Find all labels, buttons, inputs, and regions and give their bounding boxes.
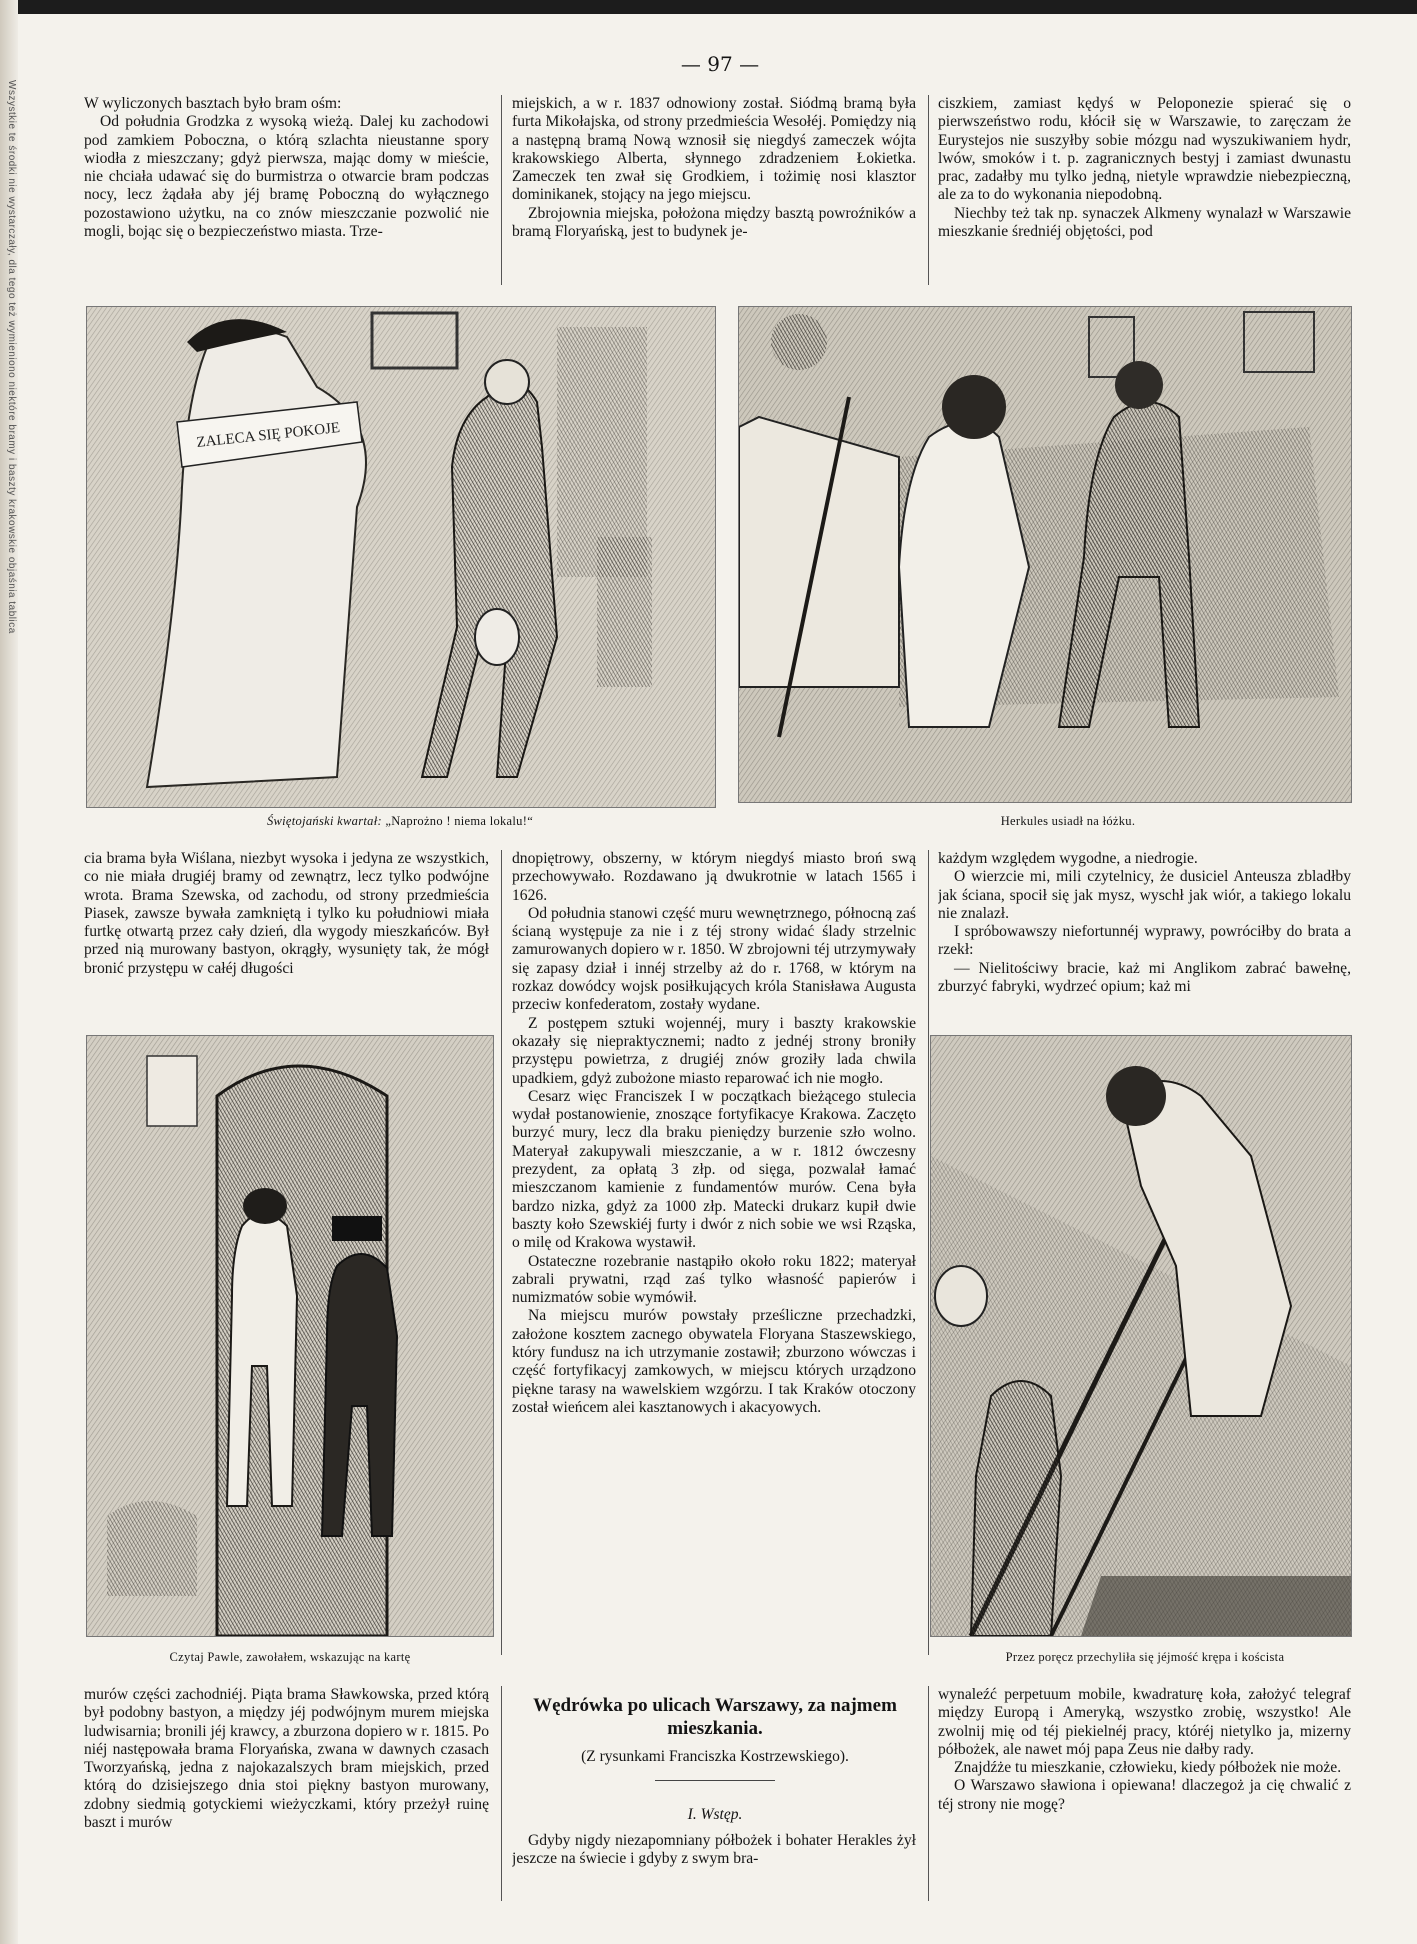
column-divider [501, 95, 502, 285]
column-divider [928, 95, 929, 285]
basket [107, 1501, 197, 1596]
paragraph: każdym względem wygodne, a niedrogie. [938, 850, 1198, 867]
paragraph: Znajdźże tu mieszkanie, człowieku, kiedy półbożek nie może. [954, 1759, 1342, 1777]
top-hat-icon [332, 1216, 382, 1241]
paragraph: miejskich, a w r. 1837 odnowiony został. Siódmą bramą była furta Mikołajska, od strony przedmieścia Wesołéj. Pomiędzy nią a następną bramą Nową wznosił się niegdyś zameczek wójta krakowskiego Alberta, słynnego zdradzeniem Łokietka. Zameczek ten zwał się Grodkiem, i tożimię nosi klasztor dominikanek, stojący na jego miejscu. [512, 95, 916, 204]
column-divider [501, 850, 502, 1655]
stair-steps [1081, 1576, 1351, 1636]
caption-fig1 [250, 814, 550, 829]
column-top-middle [512, 95, 916, 290]
bleed-through-text: Wszystkie te środki nie wystarczały, dla tego też wymieniono niektóre bramy i baszty krakowskie objaśnia tablica [6, 80, 17, 634]
scan-top-edge [0, 0, 1417, 14]
engraving-swietojanski-art [87, 307, 715, 807]
paragraph: Na miejscu murów powstały prześliczne przechadzki, założone kosztem zacnego obywatela Floryana Staszewskiego, który fundusz na ich utrzymanie zostawił; zburzono wówczas i część fortyfikacyj zamkowych, w miejscu których urządzono piękne tarasy na wawelskiem wzgórzu. I tak Kraków otoczony został wieńcem alei kasztanowych i akacyowych. [512, 1307, 916, 1416]
paragraph: O wierzcie mi, mili czytelnicy, że dusiciel Anteusza zbladłby jak ściana, spocił się jak mysz, wyschł jak wiór, a takiego lokalu nie znalazł. [938, 868, 1351, 922]
paragraph: W wyliczonych basztach było bram ośm: [84, 95, 342, 112]
landlady-head [1106, 1066, 1166, 1126]
paragraph: Od południa Grodzka z wysoką wieżą. Dalej ku zachodowi pod zamkiem Poboczna, o którą szlachta nieustanne spory wiodła z mieszczany; gdyż pierwsza, mając domy w mieście, nie chciała udawać się do burmistrza o otwarcie bram podczas nocy, lecz żądała aby jéj bramę Poboczną do wyłącznego pozostawiono użytku, na co znów mieszczanie pozwolić nie mogli, bojąc się o bezpieczeństwo miasta. Trze- [84, 113, 489, 241]
article-subtitle: (Z rysunkami Franciszka Kostrzewskiego). [581, 1748, 849, 1765]
title-rule [655, 1780, 775, 1781]
paragraph: Z postępem sztuki wojennéj, mury i baszty krakowskie okazały się niepraktycznemi; nadto z jednéj strony broniły przystępu powietrza, z drugiéj znów groziły lada chwila upadkiem, gdyż zubożone miasto reparować ich nie mogło. [512, 1014, 916, 1087]
paragraph: Cesarz więc Franciszek I w początkach bieżącego stulecia wydał postanowienie, znoszące fortyfikacye Krakowa. Zaczęto burzyć mury, lecz dla braku pieniędzy burzenie szło wolno. Materyał zakupywali mieszczanie, a w r. 1812 ówczesny prezydent, za opłatą 3 złp. od sięga, pozwalał łamać mieszczanom kamienie z fundamentów murów. Cena była bardzo nizka, gdyż za 1000 złp. Matecki drukarz kupił dwie baszty koło Szewskiéj furty i dwór z nich sobie we wsi Rząska, o milę od Krakowa wystawił. [512, 1087, 916, 1252]
paragraph: wynaleźć perpetuum mobile, kwadraturę koła, założyć telegraf między Europą i Ameryką, wszystko zrobię, wszystko! Ale zwolnij mię od téj piekielnéj pracy, któréj nietylko ja, mizerny półbożek, ale nawet mój papa Zeus nie dałby rady. [938, 1686, 1351, 1758]
column-divider [928, 1686, 929, 1901]
paragraph: Niechby też tak np. synaczek Alkmeny wynalazł w Warszawie mieszkanie średniéj objętości, pod [938, 204, 1351, 241]
column-divider [928, 850, 929, 1655]
paragraph: cia brama była Wiślana, niezbyt wysoka i jedyna ze wszystkich, co nie miała drugiéj bramy od zewnątrz, lecz tylko podwójne wrota. Brama Szewska, od zachodu, od strony przedmieścia Piasek, zawsze bywała zamkniętą i tylko ku południowi miała furtkę otwartą przez cały dzień, dla wygody mieszkańców. Był przed nią murowany bastyon, okrągły, wysunięty tak, że mógł bronić przystępu w całéj długości [84, 850, 489, 977]
wall-hat-icon [771, 314, 827, 370]
rental-sign-text: ZALECA SIĘ POKOJE [195, 419, 341, 451]
paragraph: Ostateczne rozebranie nastąpiło około roku 1822; materyał zabrali prywatni, rząd zaś tylko własność papierów i numizmatów sobie wymówił. [512, 1252, 916, 1307]
paragraph: — Nielitościwy bracie, każ mi Anglikom zabrać bawełnę, zburzyć fabryki, wydrzeć opium; każ mi [938, 959, 1351, 996]
engraving-doorway-art [87, 1036, 493, 1636]
posted-notice [147, 1056, 197, 1126]
paragraph: Od południa stanowi część muru wewnętrznego, północną zaś ścianą występuje za nie i z téj strony widać ślady strzelnic zamurowanych dopiero w r. 1850. W zbrojowni téj utrzymywały się zapasy dział i innéj strzelby aż do r. 1768, w którym na rozkaz dowódcy wojsk posiłkujących króla Stanisława Augusta przeciw konfederatom, zostały wydane. [512, 904, 916, 1014]
caption-fig3: Czytaj Pawle, zawołałem, wskazując na kartę [169, 1650, 411, 1664]
article-title: Wędrówka po ulicach Warszawy, za najmem mieszkania. [533, 1695, 897, 1739]
raised-hat-icon [935, 1266, 987, 1326]
paragraph: Gdyby nigdy niezapomniany półbożek i bohater Herakles żył jeszcze na świecie i gdyby z swym bra- [512, 1832, 916, 1868]
column-top-left [84, 95, 489, 290]
engraving-staircase [930, 1035, 1352, 1637]
column-divider [501, 1686, 502, 1901]
paragraph: Zbrojownia miejska, położona między basztą powroźników a bramą Floryańską, jest to budynek je- [512, 204, 916, 241]
column-top-right [938, 95, 1351, 290]
herkules-head [942, 375, 1006, 439]
hat-icon [243, 1188, 287, 1224]
paragraph: dnopiętrowy, obszerny, w którym niegdyś miasto broń swą przechowywało. Rozdawano ją dwukrotnie w latach 1565 i 1626. [512, 850, 916, 904]
column-bottom-left [84, 1686, 489, 1901]
column-bottom-right [938, 1686, 1351, 1901]
engraving-staircase-art [931, 1036, 1351, 1636]
engraving-herkules-art [739, 307, 1351, 802]
paragraph: O Warszawo sławiona i opiewana! dlaczegoż ja cię chwalić z téj strony nie mogę? [938, 1777, 1351, 1813]
paragraph: murów części zachodniéj. Piąta brama Sławkowska, przed którą był podobny bastyon, a między jéj podwójnym murem miejska ludwisarnia; bronili jéj krawcy, a zburzona dopiero w r. 1815. Po niéj następowała brama Floryańska, zwana w dawnych czasach Tworzyańską, jedna z najokazalszych bram miejskich, przed którą do dzisiejszego dnia stoi piękny bastyon murowany, zdobny siedmią gotyckiemi wieżyczkami, który przeżył ruinę baszt i murów [84, 1686, 489, 1832]
column-bottom-middle [512, 1832, 916, 1902]
page-number: — 97 — [680, 52, 760, 76]
column-mid-left [84, 850, 489, 1032]
caption-fig4: Przez poręcz przechyliła się jéjmość krępa i koścista [1005, 1650, 1285, 1664]
caption-fig1-quote: „Naprożno ! niema lokalu!“ [385, 814, 534, 828]
engraving-herkules [738, 306, 1352, 803]
caption-fig1-title: Świętojański kwartał: [266, 814, 382, 828]
column-mid-right [938, 850, 1351, 1032]
column-mid-middle [512, 850, 916, 1660]
straw-hat-icon [475, 609, 519, 665]
engraving-doorway [86, 1035, 494, 1637]
caption-fig2: Herkules usiadł na łóżku. [1000, 814, 1136, 828]
engraving-swietojanski [86, 306, 716, 808]
paragraph: ciszkiem, zamiast kędyś w Peloponezie spierać się o pierwszeństwo rodu, kłócił się w Warszawie, to zaręczam że Eurystejos nie suszyłby sobie mózgu nad wyszukiwaniem hydr, lwów, smoków i t. p. zagranicznych bestyj i zamiast dwunastu prac, zadałby mu tylko jedną, nietyle wprawdzie niebezpieczną, ale za to do wykonania niepodobną. [938, 95, 1351, 204]
section-heading: I. Wstęp. [687, 1806, 743, 1823]
paragraph: I spróbowawszy niefortunnéj wyprawy, powróciłby do brata a rzekł: [938, 923, 1351, 959]
side-table [597, 537, 652, 687]
